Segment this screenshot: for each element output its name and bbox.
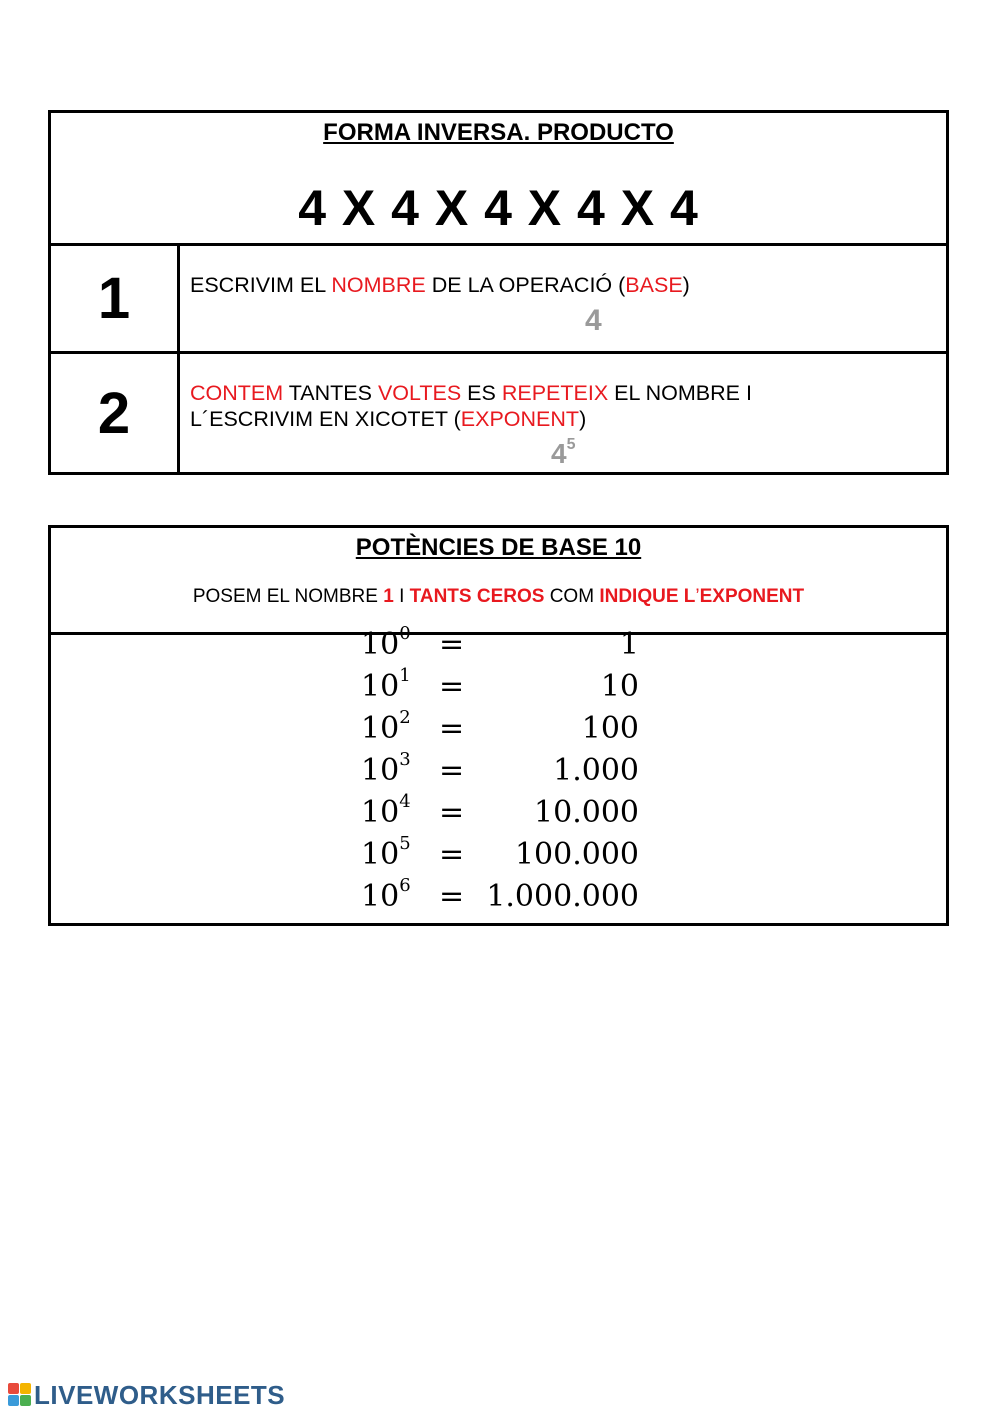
power-result: 100.000 (514, 837, 639, 872)
power-row (51, 623, 946, 667)
power-base: $10^2$ (361, 707, 411, 746)
step-1-row (51, 246, 946, 354)
step-2-example: $4^5$ (551, 435, 576, 469)
power-row (51, 791, 946, 835)
power-exponent: 3 (399, 749, 411, 770)
power-result: 1.000 (553, 753, 639, 788)
power-exponent: 6 (399, 875, 411, 896)
power-result: 1 (619, 627, 639, 662)
powers-of-ten-box (48, 525, 949, 926)
equals-sign: = (439, 837, 465, 872)
power-row (51, 833, 946, 877)
powers-header (51, 528, 946, 635)
power-base: $10^5$ (361, 833, 411, 872)
step-1-text: ESCRIVIM EL NOMBRE DE LA OPERACIÓ (BASE) (190, 273, 690, 297)
equals-sign: = (439, 795, 465, 830)
power-exponent: 2 (399, 707, 411, 728)
liveworksheets-logo (8, 1380, 285, 1410)
inverse-form-header (51, 113, 946, 246)
power-row (51, 707, 946, 751)
power-row (51, 749, 946, 793)
powers-rule: POSEM EL NOMBRE 1 I TANTS CEROS COM INDIQUE L’EXPONENT (192, 586, 805, 607)
equals-sign: = (439, 879, 465, 914)
product-expression: 4 X 4 X 4 X 4 X 4 (298, 180, 699, 236)
power-base: $10^6$ (361, 875, 411, 914)
power-base: $10^3$ (361, 749, 411, 788)
step-2-row (51, 354, 946, 472)
power-result: 100 (581, 711, 639, 746)
step-2-number: 2 (51, 354, 180, 472)
equals-sign: = (439, 753, 465, 788)
power-result: 1.000.000 (486, 879, 639, 914)
power-row (51, 665, 946, 709)
power-exponent: 0 (399, 623, 411, 644)
power-exponent: 4 (399, 791, 411, 812)
step-2-text: CONTEM TANTES VOLTES ES REPETEIX EL NOMBRE I L´ESCRIVIM EN XICOTET (EXPONENT) (190, 381, 752, 431)
equals-sign: = (439, 627, 465, 662)
powers-title: POTÈNCIES DE BASE 10 (355, 534, 642, 561)
power-base: $10^1$ (361, 665, 411, 704)
power-result: 10.000 (534, 795, 639, 830)
power-exponent: 1 (399, 665, 411, 686)
power-base: $10^4$ (361, 791, 411, 830)
inverse-form-title: FORMA INVERSA. PRODUCTO (323, 119, 674, 146)
step-1-example: 4 (585, 304, 602, 337)
logo-text: LIVEWORKSHEETS (34, 1379, 286, 1410)
logo-blocks-icon (8, 1383, 32, 1407)
power-row (51, 875, 946, 919)
inverse-form-box (48, 110, 949, 475)
power-exponent: 5 (399, 833, 411, 854)
equals-sign: = (439, 669, 465, 704)
power-base: $10^0$ (361, 623, 411, 662)
equals-sign: = (439, 711, 465, 746)
power-result: 10 (600, 669, 639, 704)
step-1-number: 1 (51, 246, 180, 351)
